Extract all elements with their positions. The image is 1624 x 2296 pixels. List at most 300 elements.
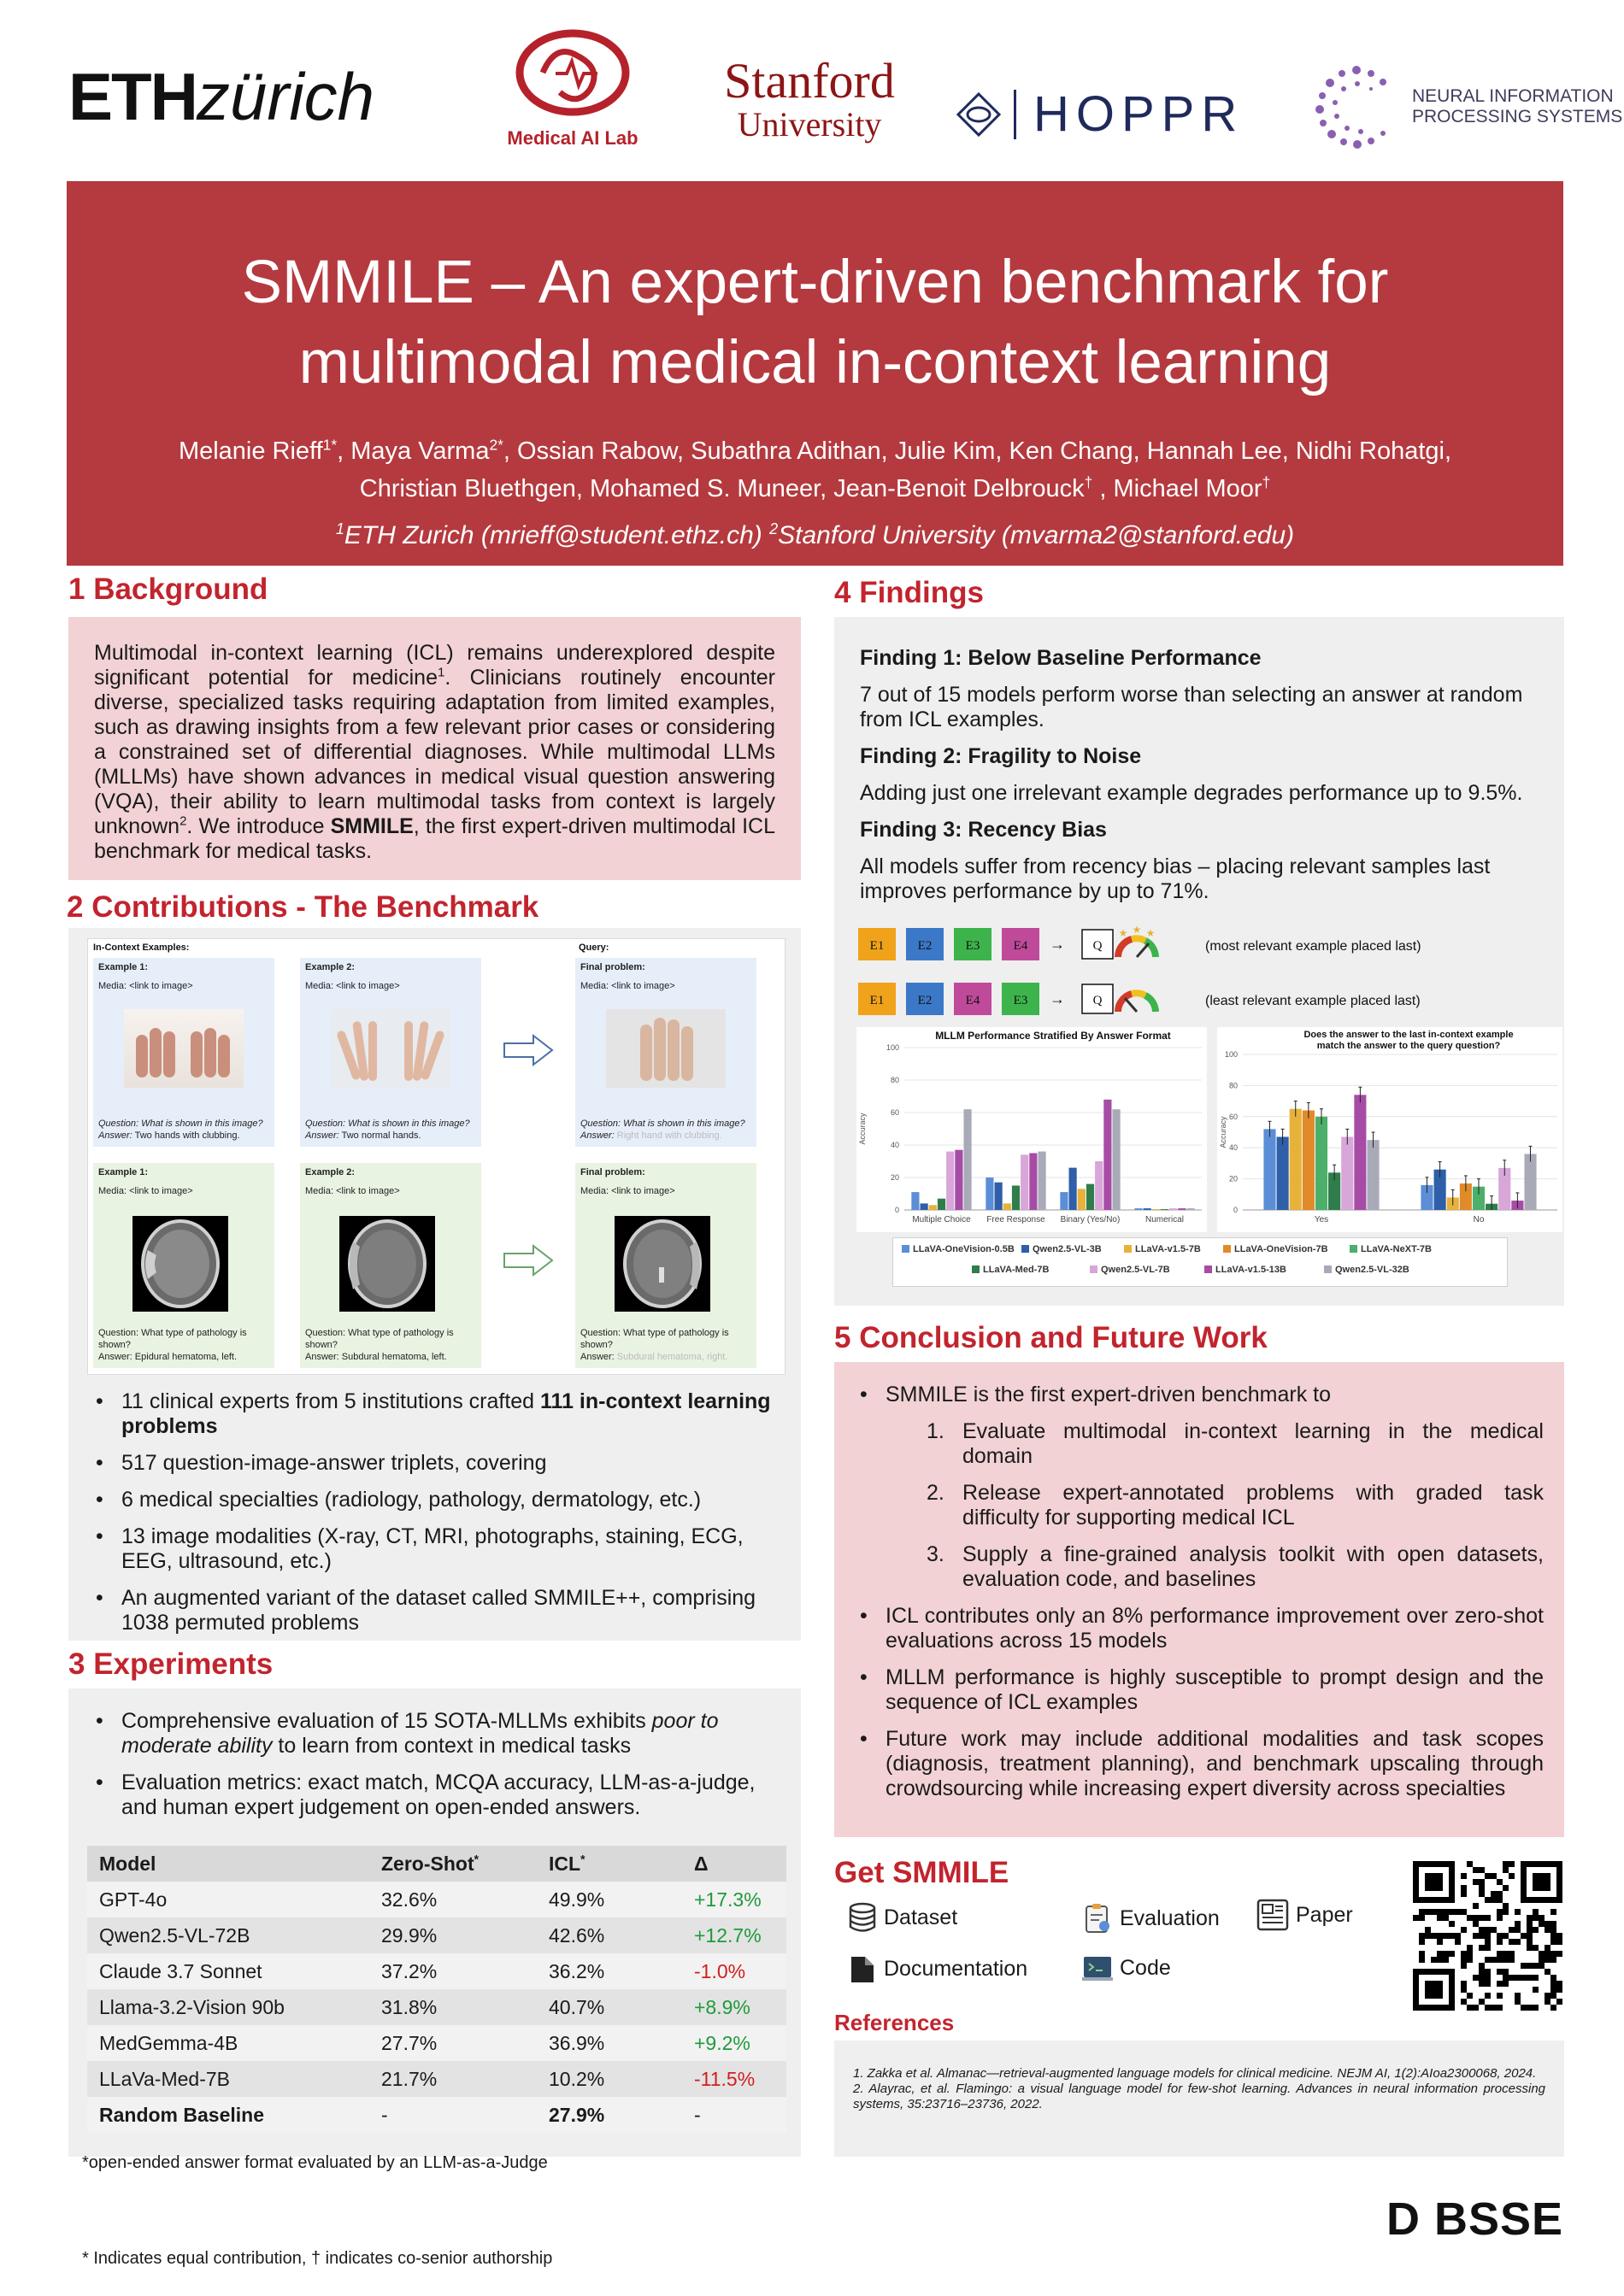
- qr-module: [1419, 1909, 1425, 1915]
- qr-module: [1550, 1993, 1556, 1999]
- y-tick-label: 60: [890, 1108, 899, 1117]
- qr-module: [1545, 1945, 1550, 1951]
- qr-module: [1419, 1951, 1425, 1957]
- qr-module: [1550, 1933, 1556, 1939]
- legend-label: Qwen2.5-VL-32B: [1335, 1265, 1409, 1275]
- background-sup1: 1: [437, 665, 445, 680]
- qr-module: [1503, 1885, 1509, 1891]
- qr-module: [1461, 1927, 1467, 1933]
- row-model: Claude 3.7 Sonnet: [99, 1959, 262, 1982]
- qr-module: [1533, 1975, 1539, 1981]
- qr-module: [1419, 1939, 1425, 1945]
- evaluation-link[interactable]: [1084, 1902, 1220, 1935]
- qr-module: [1443, 1915, 1449, 1921]
- bar-qwen2-5-vl-32b: [1112, 1109, 1120, 1210]
- x-tick-label: No: [1473, 1215, 1485, 1224]
- x-tick-label: Multiple Choice: [912, 1215, 971, 1224]
- qr-module: [1497, 1897, 1503, 1903]
- hand-ex2-question: Question: What is shown in this image?: [305, 1119, 470, 1129]
- row-icl: 36.9%: [549, 2031, 605, 2054]
- qr-module: [1503, 1861, 1509, 1867]
- legend-label: Qwen2.5-VL-3B: [1033, 1244, 1102, 1254]
- bar-llava-onevision-0-5b: [911, 1192, 919, 1210]
- row-icl: 10.2%: [549, 2067, 605, 2090]
- qr-module: [1455, 1909, 1461, 1915]
- qr-module: [1461, 1885, 1467, 1891]
- chart-last-example: [1217, 1027, 1562, 1232]
- qr-module: [1479, 1879, 1485, 1885]
- qr-module: [1556, 1939, 1562, 1945]
- finding-3-title: Finding 3: Recency Bias: [860, 818, 1107, 842]
- order-arrow: →: [1050, 936, 1065, 953]
- x-tick-label: Free Response: [986, 1215, 1045, 1224]
- concl-item-3: • MLLM performance is highly susceptible to prompt design and the sequence of ICL examples: [851, 1665, 1544, 1715]
- concl-num-1-label: 1.: [927, 1419, 944, 1443]
- bar-qwen2-5-vl-3b: [1277, 1136, 1289, 1210]
- neurips-logo: [1309, 60, 1622, 154]
- qr-module: [1533, 1987, 1539, 1993]
- bar-qwen2-5-vl-32b: [1038, 1152, 1045, 1210]
- concl-num-2: [927, 1481, 1544, 1530]
- bar-llava-v1-5-13b: [1354, 1095, 1366, 1210]
- qr-module: [1479, 1945, 1485, 1951]
- hand-ex2-media: Media: <link to image>: [305, 981, 400, 991]
- qr-module: [1550, 1927, 1556, 1933]
- background-text-d: , the first expert-driven multimodal ICL benchmark for medical tasks.: [94, 814, 775, 863]
- document-icon: [848, 1953, 877, 1984]
- ct-example-2: [300, 1163, 481, 1368]
- ct-ex1-qa: [98, 1327, 271, 1363]
- medical-ai-lab-logo: [479, 26, 667, 150]
- contrib-item-5: • An augmented variant of the dataset called SMMILE++, comprising 1038 permuted problems: [87, 1586, 771, 1635]
- stanford-logo: [703, 53, 916, 144]
- qr-module: [1479, 1975, 1485, 1981]
- row-delta: +9.2%: [694, 2031, 750, 2054]
- poster-title: [67, 181, 1563, 403]
- concl-numbered-list: [886, 1419, 1544, 1592]
- x-tick-label: Numerical: [1144, 1215, 1185, 1224]
- ct-query-image: [615, 1216, 710, 1312]
- qr-module: [1527, 2005, 1533, 2011]
- exp-item-2: • Evaluation metrics: exact match, MCQA accuracy, LLM-as-a-judge, and human expert judgement on open-ended answers.: [87, 1770, 771, 1820]
- co-authorship-note: * Indicates equal contribution, † indicates co-senior authorship: [82, 2249, 553, 2268]
- bar-llava-v1-5-13b: [1103, 1100, 1111, 1210]
- concl-item-1: [851, 1383, 1544, 1592]
- evaluation-label: Evaluation: [1120, 1906, 1220, 1930]
- medical-ai-lab-icon: [509, 26, 637, 120]
- qr-module: [1539, 1951, 1545, 1957]
- example-label-e1: E1: [869, 939, 885, 953]
- chart-title: MLLM Performance Stratified By Answer Format: [935, 1030, 1171, 1042]
- qr-module: [1479, 1981, 1485, 1987]
- qr-module: [1479, 1999, 1485, 2005]
- qr-module: [1527, 1975, 1533, 1981]
- col-zero-shot: [369, 1846, 537, 1882]
- star-icon: ★: [1132, 926, 1142, 936]
- chart-legend-svg: [893, 1238, 1509, 1288]
- qr-module: [1485, 1933, 1491, 1939]
- dataset-label: Dataset: [884, 1905, 958, 1929]
- row-model: MedGemma-4B: [99, 2031, 238, 2054]
- ct-final-answer: Subdural hematoma, right.: [616, 1352, 728, 1362]
- qr-module: [1485, 1957, 1491, 1963]
- qr-module: [1491, 1891, 1497, 1897]
- query-label: Q: [1092, 994, 1103, 1007]
- icl-examples-label: In-Context Examples:: [93, 942, 190, 953]
- reference-2: 2. Alayrac, et al. Flamingo: a visual language model for few-shot learning. Advances in neural information processing systems, 35:23716–23736, 2022.: [853, 2082, 1545, 2111]
- hand-final-media: Media: <link to image>: [580, 981, 675, 991]
- qr-module: [1473, 1921, 1479, 1927]
- qr-module: [1533, 1963, 1539, 1969]
- qr-module: [1550, 1975, 1556, 1981]
- qr-module: [1539, 1957, 1545, 1963]
- hand-final-answer: Right hand with clubbing.: [614, 1130, 722, 1141]
- query-label: Query:: [579, 942, 609, 953]
- bar-llava-med-7b: [1161, 1209, 1168, 1210]
- exp-1a: Comprehensive evaluation of 15 SOTA-MLLMs exhibits: [121, 1709, 652, 1733]
- ct-final-media: Media: <link to image>: [580, 1186, 675, 1196]
- y-tick-label: 20: [1228, 1174, 1238, 1183]
- example-label-e3: E3: [1013, 994, 1028, 1007]
- qr-module: [1521, 1963, 1527, 1969]
- qr-module: [1419, 1915, 1425, 1921]
- qr-module: [1461, 1891, 1467, 1897]
- ct-arrow-icon: [503, 1243, 554, 1277]
- qr-module: [1431, 1933, 1437, 1939]
- row-zs: 32.6%: [381, 1888, 438, 1911]
- qr-module: [1473, 1867, 1479, 1873]
- bar-qwen2-5-vl-7b: [1095, 1161, 1103, 1210]
- finding-2-title: Finding 2: Fragility to Noise: [860, 744, 1142, 768]
- qr-module: [1503, 1867, 1509, 1873]
- qr-module: [1550, 1939, 1556, 1945]
- benchmark-figure: [87, 938, 786, 1375]
- qr-module: [1497, 1933, 1503, 1939]
- bar-llava-v1-5-13b: [955, 1150, 962, 1210]
- ct-ex2-answer: Answer: Subdural hematoma, left.: [305, 1352, 447, 1362]
- qr-module: [1467, 1957, 1473, 1963]
- bar-llava-v1-5-7b: [1003, 1203, 1011, 1210]
- qr-module: [1527, 1945, 1533, 1951]
- hand-final-title: Final problem:: [580, 962, 645, 972]
- qr-module: [1461, 1981, 1467, 1987]
- gauge-green-icon: [1145, 941, 1156, 957]
- star-icon: ★: [1118, 927, 1128, 939]
- example-label-e4: E4: [965, 994, 980, 1007]
- right-hand-image: [606, 1009, 726, 1088]
- dataset-link[interactable]: [848, 1902, 957, 1933]
- hand-final-problem: [575, 958, 756, 1147]
- qr-module: [1461, 1909, 1467, 1915]
- qr-module: [1539, 1921, 1545, 1927]
- qr-module: [1479, 1933, 1485, 1939]
- qr-module: [1521, 1975, 1527, 1981]
- qr-module: [1509, 1957, 1515, 1963]
- qr-module: [1479, 1915, 1485, 1921]
- bar-qwen2-5-vl-32b: [963, 1109, 971, 1210]
- bar-llava-v1-5-13b: [1029, 1154, 1037, 1211]
- qr-module: [1497, 1993, 1503, 1999]
- qr-module: [1497, 1915, 1503, 1921]
- concl-item-4: • Future work may include additional modalities and task scopes (diagnosis, treatment planning), and benchmark upscaling through crowdsourcing while increasing expert diversity across specialties: [851, 1727, 1544, 1801]
- ct-ex2-title: Example 2:: [305, 1167, 356, 1177]
- qr-module: [1515, 1999, 1521, 2005]
- qr-module: [1515, 1993, 1521, 1999]
- qr-module: [1527, 1921, 1533, 1927]
- example-label-e1: E1: [869, 994, 885, 1007]
- row-icl: 27.9%: [549, 2103, 605, 2126]
- bar-llava-med-7b: [938, 1199, 945, 1210]
- row-delta: -11.5%: [694, 2067, 756, 2090]
- row-icl: 42.6%: [549, 1923, 605, 1947]
- row-delta: +8.9%: [694, 1995, 750, 2018]
- contrib-1b: 111 in-context learning problems: [121, 1389, 771, 1438]
- author-g: , Michael Moor: [1092, 475, 1262, 502]
- bar-llava-onevision-0-5b: [986, 1177, 993, 1210]
- hand-final-question: Question: What is shown in this image?: [580, 1119, 745, 1129]
- author-b-sup: 1*: [322, 436, 338, 454]
- qr-module: [1419, 1933, 1425, 1939]
- y-tick-label: 80: [890, 1076, 899, 1084]
- qr-module: [1461, 1963, 1467, 1969]
- qr-module: [1545, 1951, 1550, 1957]
- chart-answer-format-svg: [856, 1027, 1207, 1232]
- qr-module: [1461, 1999, 1467, 2005]
- legend-swatch: [1223, 1245, 1231, 1253]
- qr-module: [1509, 1861, 1515, 1867]
- hoppr-word: HOPPR: [1033, 86, 1244, 142]
- hand-ex2-answer: Two normal hands.: [338, 1130, 421, 1141]
- col-zero-shot-label: Zero-Shot: [381, 1852, 474, 1875]
- documentation-link[interactable]: [848, 1953, 1027, 1984]
- author-a: Melanie Rieff: [178, 437, 323, 465]
- author-e: , Ossian Rabow, Subathra Adithan, Julie Kim, Ken Chang, Hannah Lee, Nidhi Rohatgi, Christian Bluethgen, Mohamed S. Muneer, Jean-Benoit Delbrouck: [359, 437, 1452, 502]
- ct-ex2-question: Question: What type of pathology is shown?: [305, 1328, 454, 1350]
- legend-swatch: [972, 1265, 980, 1273]
- qr-code[interactable]: [1413, 1861, 1562, 2011]
- qr-module: [1503, 1957, 1509, 1963]
- legend-swatch: [1021, 1245, 1029, 1253]
- stanford-word: Stanford: [724, 53, 895, 109]
- table-row: [87, 1882, 786, 1917]
- recency-diagram: [855, 926, 1556, 1029]
- concl-1-text: • SMMILE is the first expert-driven benchmark to: [886, 1383, 1332, 1406]
- table-footnote: *open-ended answer format evaluated by an LLM-as-a-Judge: [82, 2153, 548, 2172]
- neurips-text: [1412, 86, 1622, 127]
- y-tick-label: 0: [894, 1206, 899, 1214]
- bar-llava-v1-5-7b: [1290, 1109, 1302, 1210]
- paper-label: Paper: [1296, 1902, 1353, 1927]
- legend-swatch: [1324, 1265, 1332, 1273]
- qr-module: [1437, 1951, 1443, 1957]
- qr-module: [1467, 1915, 1473, 1921]
- qr-module: [1503, 1969, 1509, 1975]
- row-model: Llama-3.2-Vision 90b: [99, 1995, 285, 2018]
- finding-3-text: All models suffer from recency bias – placing relevant samples last improves performance by up to 71%.: [860, 854, 1491, 903]
- references-box: [834, 2041, 1564, 2157]
- table-header-row: [87, 1846, 786, 1882]
- experiments-list: [87, 1709, 771, 1832]
- qr-module: [1527, 1939, 1533, 1945]
- x-tick-label: Yes: [1314, 1215, 1329, 1224]
- col-icl: [537, 1846, 682, 1882]
- y-tick-label: 0: [1233, 1206, 1238, 1214]
- ct-final-question: Question: What type of pathology is shown?: [580, 1328, 729, 1350]
- author-f-sup: †: [1084, 473, 1093, 491]
- ct-ex1-question: Question: What type of pathology is shown?: [98, 1328, 247, 1350]
- qr-module: [1521, 2005, 1527, 2011]
- references-heading: References: [834, 2010, 955, 2035]
- qr-module: [1539, 1963, 1545, 1969]
- table-row: [87, 2097, 786, 2133]
- qr-module: [1491, 1927, 1497, 1933]
- ct-final-title: Final problem:: [580, 1167, 645, 1177]
- qr-module: [1449, 1933, 1455, 1939]
- qr-module: [1461, 1873, 1467, 1879]
- title-line-2: multimodal medical in-context learning: [298, 329, 1332, 396]
- hand-example-1: [93, 958, 274, 1147]
- hand-ex1-qa: [98, 1118, 271, 1142]
- example-label-e2: E2: [917, 994, 933, 1007]
- ct-final-qa: [580, 1327, 753, 1363]
- qr-module: [1497, 1969, 1503, 1975]
- y-tick-label: 40: [890, 1141, 899, 1149]
- qr-module: [1503, 1933, 1509, 1939]
- qr-module: [1485, 1897, 1491, 1903]
- qr-module: [1461, 1957, 1467, 1963]
- chart-answer-format: [856, 1027, 1207, 1232]
- bar-qwen2-5-vl-32b: [1186, 1208, 1194, 1210]
- qr-module: [1485, 2005, 1491, 2011]
- qr-module: [1467, 2005, 1473, 2011]
- qr-module: [1485, 1945, 1491, 1951]
- bar-llava-v1-5-13b: [1178, 1208, 1186, 1210]
- qr-module: [1527, 1963, 1533, 1969]
- code-icon: [1082, 1953, 1113, 1982]
- concl-num-2-text: Release expert-annotated problems with graded task difficulty for supporting medical ICL: [962, 1481, 1544, 1530]
- row-icl: 49.9%: [549, 1888, 605, 1911]
- bar-llava-v1-5-7b: [929, 1205, 937, 1210]
- qr-module: [1443, 1933, 1449, 1939]
- qr-module: [1550, 2005, 1556, 2011]
- qr-module: [1550, 1957, 1556, 1963]
- bar-qwen2-5-vl-3b: [1144, 1208, 1151, 1210]
- row-delta: -1.0%: [694, 1959, 746, 1982]
- qr-module: [1556, 1951, 1562, 1957]
- qr-module: [1467, 1861, 1473, 1867]
- qr-module: [1479, 1891, 1485, 1897]
- background-text-b: . Clinicians routinely encounter diverse, specialized tasks requiring adaptation from limited examples, such as drawing insights from a few relevant prior cases or considering a constrained set of differential diagnoses. While multimodal LLMs (MLLMs) have shown advances in medical visual question answering (VQA), their ability to learn multimodal tasks from context is largely unknown: [94, 666, 775, 838]
- row-zs: 37.2%: [381, 1959, 438, 1982]
- neurips-line2: PROCESSING SYSTEMS: [1412, 107, 1623, 126]
- background-sup2: 2: [179, 813, 187, 829]
- col-icl-label: ICL: [549, 1852, 581, 1875]
- row-icl: 36.2%: [549, 1959, 605, 1982]
- table-row: [87, 1953, 786, 1989]
- ct-epidural-image: [132, 1216, 228, 1312]
- qr-module: [1533, 1915, 1539, 1921]
- ct-final-problem: [575, 1163, 756, 1368]
- qr-module: [1550, 1909, 1556, 1915]
- background-text-c: . We introduce: [186, 814, 331, 838]
- code-link[interactable]: [1082, 1953, 1171, 1982]
- qr-module: [1473, 1879, 1479, 1885]
- example-label-e2: E2: [917, 939, 933, 953]
- ct-ex1-answer: Answer: Epidural hematoma, left.: [98, 1352, 238, 1362]
- qr-module: [1556, 1933, 1562, 1939]
- eth-zurich-logo: [68, 58, 374, 136]
- hand-final-qa: [580, 1118, 753, 1142]
- title-banner: [67, 181, 1563, 566]
- concl-num-3: [927, 1542, 1544, 1592]
- hand-ex1-answer-label: Answer:: [98, 1130, 132, 1141]
- qr-module: [1527, 1915, 1533, 1921]
- y-tick-label: 100: [1224, 1050, 1238, 1059]
- qr-module: [1497, 1891, 1503, 1897]
- finding-1-title: Finding 1: Below Baseline Performance: [860, 646, 1262, 670]
- background-box: [68, 617, 801, 880]
- gauge-green-icon: [1145, 995, 1156, 1012]
- background-text-bold: SMMILE: [330, 814, 414, 838]
- hand-example-2: [300, 958, 481, 1147]
- qr-module: [1485, 1969, 1491, 1975]
- exp-1c: to learn from context in medical tasks: [272, 1734, 632, 1758]
- qr-module: [1473, 1903, 1479, 1909]
- paper-link[interactable]: [1256, 1899, 1353, 1931]
- gauge-yellow-icon: [1132, 938, 1145, 941]
- qr-module: [1545, 1921, 1550, 1927]
- concl-num-3-text: Supply a fine-grained analysis toolkit with open datasets, evaluation code, and baselines: [962, 1542, 1544, 1591]
- database-icon: [848, 1902, 877, 1933]
- qr-module: [1497, 1909, 1503, 1915]
- qr-module: [1550, 1987, 1556, 1993]
- qr-module: [1491, 2005, 1497, 2011]
- qr-module: [1545, 1999, 1550, 2005]
- qr-module: [1515, 1975, 1521, 1981]
- qr-module: [1545, 1927, 1550, 1933]
- qr-module: [1443, 1951, 1449, 1957]
- author-c: , Maya Varma: [337, 437, 490, 465]
- ct-subdural-image: [339, 1216, 435, 1312]
- bar-qwen2-5-vl-3b: [1069, 1168, 1077, 1210]
- paper-icon: [1256, 1899, 1289, 1931]
- gauge-needle-icon: [1125, 998, 1137, 1012]
- qr-module: [1527, 1927, 1533, 1933]
- qr-module: [1545, 1969, 1550, 1975]
- qr-module: [1473, 1933, 1479, 1939]
- qr-module: [1515, 1909, 1521, 1915]
- col-delta: Δ: [682, 1846, 786, 1882]
- eth-logo-a: ETH: [68, 59, 197, 134]
- chart-last-example-svg: [1217, 1027, 1562, 1232]
- order-arrow: →: [1050, 990, 1065, 1007]
- qr-module: [1443, 1957, 1449, 1963]
- qr-module: [1509, 1873, 1515, 1879]
- contrib-item-1: [87, 1389, 771, 1439]
- row-delta: +17.3%: [694, 1888, 762, 1911]
- gauge-yellow-icon: [1132, 993, 1145, 995]
- qr-module: [1479, 1885, 1485, 1891]
- qr-module: [1550, 1921, 1556, 1927]
- gauge-needle-icon: [1137, 943, 1149, 957]
- bar-qwen2-5-vl-7b: [946, 1152, 954, 1210]
- finding-1-text: 7 out of 15 models perform worse than selecting an answer at random from ICL examples.: [860, 683, 1523, 731]
- bar-llava-onevision-0-5b: [1060, 1192, 1068, 1210]
- qr-module: [1515, 1927, 1521, 1933]
- ct-ex1-media: Media: <link to image>: [98, 1186, 193, 1196]
- ct-ex2-media: Media: <link to image>: [305, 1186, 400, 1196]
- qr-module: [1503, 1903, 1509, 1909]
